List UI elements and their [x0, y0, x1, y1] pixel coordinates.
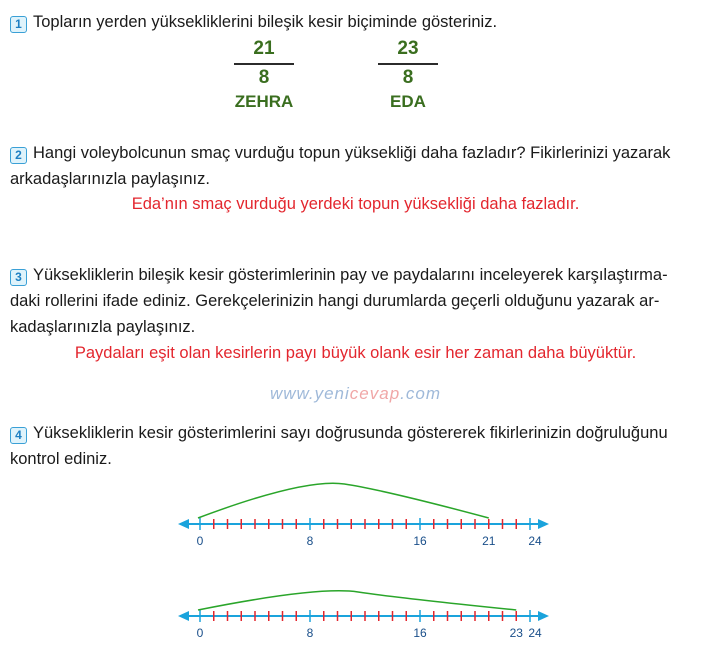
fraction-numerator: 21 [253, 38, 275, 59]
fraction-zehra [234, 37, 294, 89]
arrow-left-icon [178, 611, 189, 621]
question-number-badge: 3 [10, 269, 27, 286]
tick-label: 16 [413, 534, 427, 548]
tick-label: 21 [482, 534, 496, 548]
question-2 [10, 140, 703, 192]
question-4-line-1: 4 Yüksekliklerin kesir gösterimlerini sayı doğrusunda göstererek fikirlerinizin doğruluğunu [10, 420, 703, 446]
question-number-badge: 1 [10, 16, 27, 33]
question-4 [10, 420, 703, 472]
jump-arc [198, 591, 516, 610]
fraction-label-eda: EDA [390, 92, 426, 111]
question-4-line-2: kontrol ediniz. [10, 450, 112, 468]
question-number-badge: 4 [10, 427, 27, 444]
answer-3: Paydaları eşit olan kesirlerin payı büyük olank esir her zaman daha büyüktür. [74, 344, 637, 362]
answer-2: Eda’nın smaç vurduğu yerdeki topun yüksekliği daha fazladır. [131, 195, 580, 213]
question-3-line-2: daki rollerini ifade ediniz. Gerekçelerinizin hangi durumlarda geçerli olduğunu yazarak ar- [10, 292, 660, 310]
fraction-denominator: 8 [258, 67, 270, 88]
question-3 [10, 262, 703, 340]
arrow-left-icon [178, 519, 189, 529]
question-1-text: Topların yerden yüksekliklerini bileşik kesir biçiminde gösteriniz. [33, 13, 498, 31]
tick-label: 16 [413, 626, 427, 640]
tick-label: 23 [509, 626, 523, 640]
question-3-line-3: kadaşlarınızla paylaşınız. [10, 318, 196, 336]
tick-label: 0 [196, 626, 204, 640]
arrow-right-icon [538, 519, 549, 529]
question-3-line-1: 3 Yüksekliklerin bileşik kesir gösterimlerinin pay ve paydalarını inceleyerek karşılaştırma- [10, 262, 703, 288]
question-number-badge: 2 [10, 147, 27, 164]
number-line-2 [0, 570, 711, 640]
fraction-bar [378, 63, 438, 65]
fraction-bar [234, 63, 294, 65]
question-2-line-1: 2 Hangi voleybolcunun smaç vurduğu topun yüksekliği daha fazladır? Fikirlerinizi yazarak [10, 140, 703, 166]
tick-label: 8 [306, 626, 314, 640]
jump-arc [198, 483, 489, 518]
number-line-1 [0, 478, 711, 548]
fraction-denominator: 8 [402, 67, 414, 88]
tick-label: 24 [528, 626, 542, 640]
tick-label: 0 [196, 534, 204, 548]
question-2-line-2: arkadaşlarınızla paylaşınız. [10, 170, 210, 188]
tick-label: 8 [306, 534, 314, 548]
arrow-right-icon [538, 611, 549, 621]
watermark: www.yenicevap.com [269, 384, 442, 403]
tick-label: 24 [528, 534, 542, 548]
fraction-numerator: 23 [397, 38, 419, 59]
question-1 [10, 9, 703, 35]
fraction-label-zehra: ZEHRA [234, 92, 294, 111]
fraction-eda [378, 37, 438, 89]
